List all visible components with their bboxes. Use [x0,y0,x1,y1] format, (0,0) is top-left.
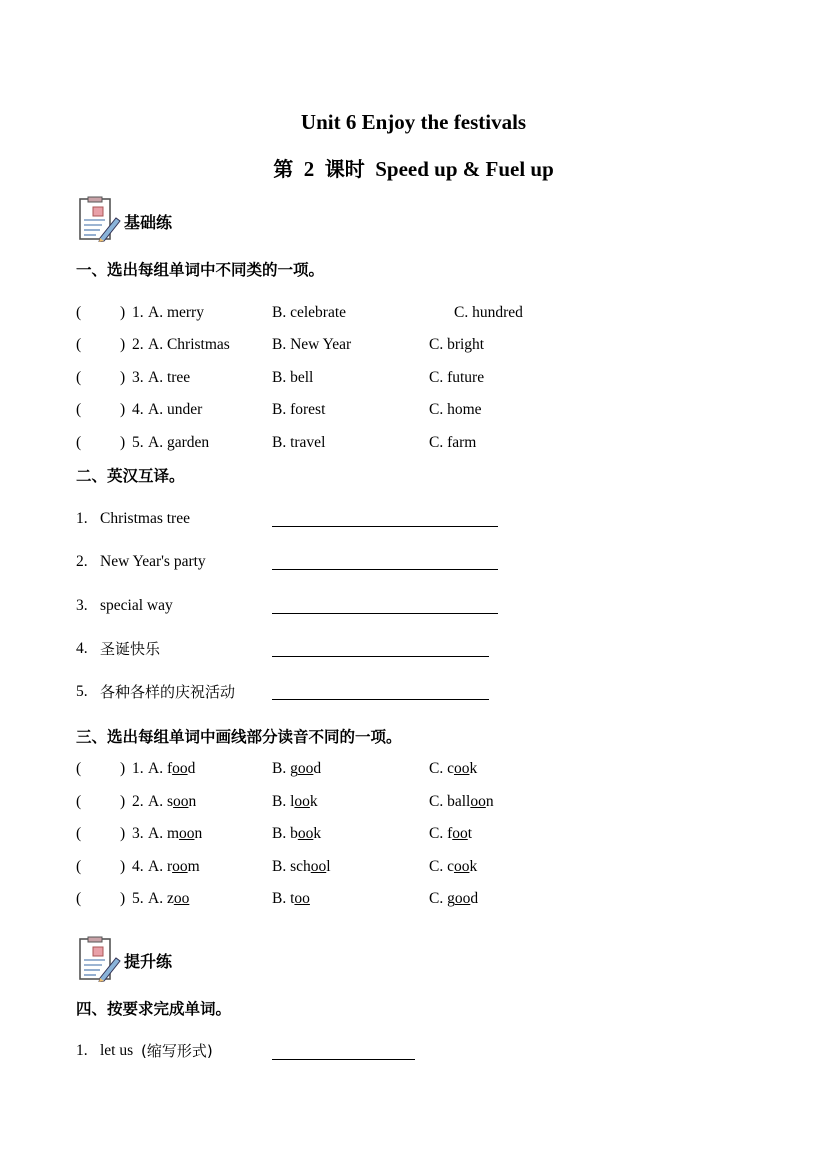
underlined-letters: oo [452,825,468,842]
answer-paren-close: ) [120,858,126,875]
option-b [272,791,318,813]
underlined-letters: oo [453,858,470,875]
option-c [429,856,477,878]
option-a: A. Christmas [148,336,230,353]
option-a: A. tree [148,369,191,386]
translation-prompt: Christmas tree [100,510,190,527]
underlined-letters: oo [172,760,188,777]
option-suffix: d [313,760,322,777]
option-prefix: B. g [272,760,298,777]
answer-blank-line[interactable] [272,699,489,700]
option-b: B. travel [272,434,326,451]
answer-paren-close: ) [120,825,126,842]
option-prefix: B. t [272,890,295,907]
option-c [429,888,478,910]
option-suffix: n [194,825,203,842]
question-number: 3. [132,369,144,386]
answer-paren-close: ) [120,434,126,451]
question-row [0,856,827,878]
answer-blank-line[interactable] [272,526,498,527]
answer-blank-line[interactable] [272,613,498,614]
underlined-letters: oo [172,793,189,810]
option-suffix: l [326,858,331,875]
translation-row [0,551,827,573]
underlined-letters: oo [453,760,470,777]
option-suffix: k [309,793,318,810]
option-b [272,758,321,780]
answer-paren-open: ( [76,825,82,842]
worksheet-pencil-icon [78,936,122,982]
question-number: 5. [76,683,88,700]
page-title: Unit 6 Enjoy the festivals [300,110,527,134]
option-a [148,791,196,813]
translation-prompt: New Year's party [100,553,206,570]
answer-paren-open: ( [76,336,82,353]
option-b: B. bell [272,369,314,386]
question-row [0,302,827,324]
lesson-name: Speed up & Fuel up [375,157,554,181]
option-a [148,888,189,910]
section-label-advanced: 提升练 [124,952,173,971]
question-number: 5. [132,890,144,907]
underlined-letters: oo [294,793,310,810]
option-c: C. farm [429,434,477,451]
option-a [148,823,202,845]
section-label-basic: 基础练 [124,213,173,232]
option-suffix: k [469,858,478,875]
question-number: 4. [132,858,144,875]
option-b: B. New Year [272,336,352,353]
answer-paren-close: ) [120,336,126,353]
translation-row [0,595,827,617]
underlined-letters: oo [179,825,195,842]
part3-heading: 三、选出每组单词中画线部分读音不同的一项。 [76,728,402,746]
option-b [272,888,310,910]
question-row [0,758,827,780]
question-number: 2. [132,793,144,810]
option-a: A. merry [148,304,204,321]
underlined-letters: oo [470,793,486,810]
answer-paren-open: ( [76,858,82,875]
answer-paren-open: ( [76,304,82,321]
answer-paren-open: ( [76,760,82,777]
option-b: B. forest [272,401,326,418]
option-prefix: B. l [272,793,295,810]
option-c [429,823,472,845]
lesson-number: 2 [303,157,315,181]
question-row [0,399,827,421]
question-number: 1. [132,304,144,321]
translation-prompt: special way [100,597,173,614]
option-suffix: t [467,825,473,842]
worksheet-pencil-icon [78,196,122,242]
question-number: 3. [76,597,88,614]
question-number: 4. [76,640,88,657]
option-a [148,758,195,780]
answer-paren-close: ) [120,401,126,418]
option-prefix: A. f [148,760,173,777]
part2-heading: 二、英汉互译。 [76,467,185,485]
answer-paren-close: ) [120,369,126,386]
translation-prompt: 圣诞快乐 [100,640,161,658]
question-number: 3. [132,825,144,842]
option-prefix: A. r [148,858,173,875]
option-prefix: A. m [148,825,179,842]
underlined-letters: oo [294,890,310,907]
translation-prompt: 各种各样的庆祝活动 [100,683,236,701]
option-c: C. future [429,369,485,386]
answer-paren-open: ( [76,401,82,418]
lesson-subtitle [0,153,827,182]
lesson-suffix: 课时 [324,157,365,181]
answer-blank-line[interactable] [272,656,489,657]
answer-paren-close: ) [120,304,126,321]
question-row [0,888,827,910]
option-prefix: B. b [272,825,298,842]
option-c: C. home [429,401,482,418]
option-suffix: d [187,760,196,777]
question-number: 4. [132,401,144,418]
answer-paren-open: ( [76,890,82,907]
question-number: 1. [76,510,88,527]
lesson-prefix: 第 [273,157,294,181]
option-suffix: m [187,858,200,875]
underlined-letters: oo [454,890,471,907]
part4-heading: 四、按要求完成单词。 [76,1000,232,1018]
underlined-letters: oo [310,858,327,875]
option-suffix: n [485,793,494,810]
option-suffix: k [313,825,322,842]
answer-paren-close: ) [120,793,126,810]
option-prefix: C. g [429,890,455,907]
answer-paren-open: ( [76,369,82,386]
question-number: 1. [76,1042,88,1059]
option-prefix: C. ball [429,793,471,810]
option-suffix: k [469,760,478,777]
option-prefix: A. z [148,890,174,907]
option-b: B. celebrate [272,304,347,321]
option-suffix: n [188,793,197,810]
option-c [429,758,477,780]
underlined-letters: oo [172,858,188,875]
translation-row [0,681,827,703]
option-c: C. hundred [454,304,523,321]
option-prefix: C. c [429,858,454,875]
question-number: 1. [132,760,144,777]
word-row [0,1040,827,1062]
translation-row [0,508,827,530]
option-c [429,791,494,813]
option-a: A. garden [148,434,210,451]
question-number: 2. [76,553,88,570]
option-a [148,856,200,878]
underlined-letters: oo [173,890,190,907]
question-number: 5. [132,434,144,451]
option-prefix: A. s [148,793,173,810]
question-number: 2. [132,336,144,353]
question-row [0,367,827,389]
option-prefix: C. f [429,825,453,842]
answer-blank-line[interactable] [272,1059,415,1060]
option-suffix: d [470,890,479,907]
option-prefix: B. sch [272,858,311,875]
answer-paren-open: ( [76,434,82,451]
translation-row [0,638,827,660]
question-row [0,432,827,454]
question-row [0,823,827,845]
word-note: (缩写形式) [141,1042,213,1060]
question-row [0,334,827,356]
word-prompt: let us [100,1042,134,1059]
underlined-letters: oo [297,825,314,842]
underlined-letters: oo [297,760,314,777]
question-row [0,791,827,813]
option-a: A. under [148,401,203,418]
answer-paren-open: ( [76,793,82,810]
part1-heading: 一、选出每组单词中不同类的一项。 [76,261,325,279]
option-prefix: C. c [429,760,454,777]
option-b [272,856,331,878]
option-c: C. bright [429,336,485,353]
answer-blank-line[interactable] [272,569,498,570]
option-b [272,823,321,845]
answer-paren-close: ) [120,890,126,907]
answer-paren-close: ) [120,760,126,777]
